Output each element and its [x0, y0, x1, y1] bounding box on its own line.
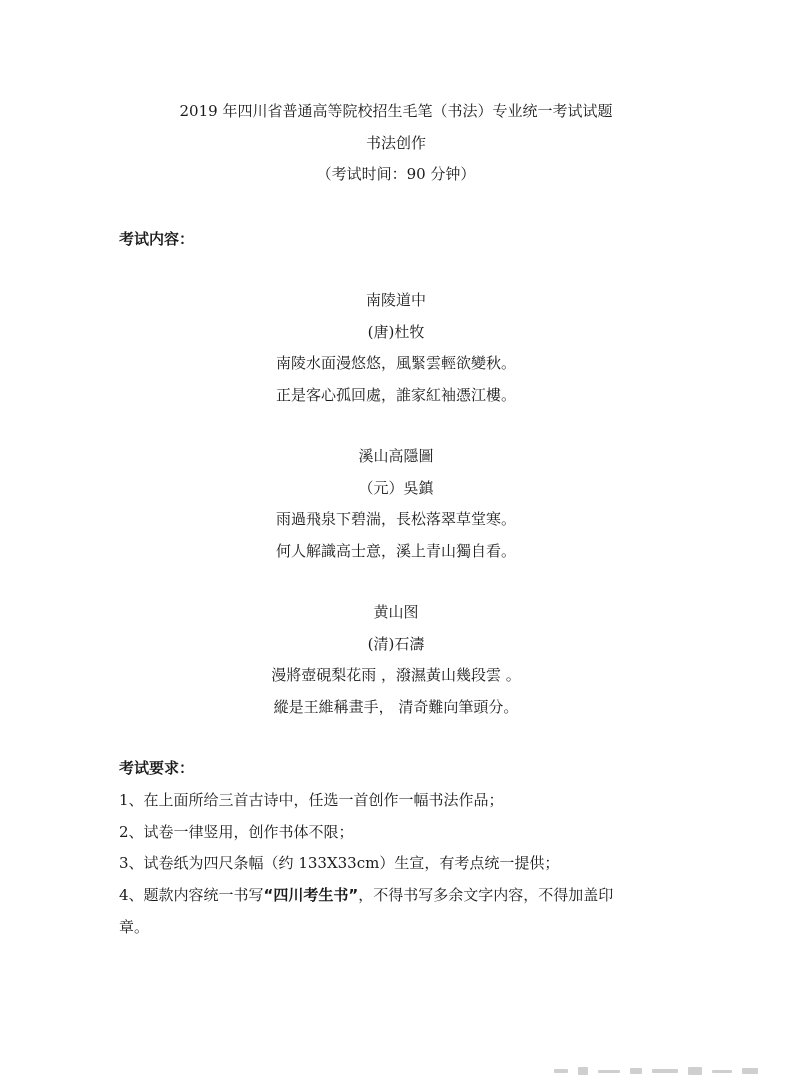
content-heading: 考试内容： [119, 230, 195, 248]
poem-line: 漫將壺硯梨花雨 ，潑濕黃山幾段雲 。 [271, 666, 521, 684]
requirement-4-emphasis: 四川考生书 [273, 886, 349, 904]
poem-title: 南陵道中 [365, 291, 426, 309]
poem-line: 縱是王維稱畫手， 清奇難向筆頭分。 [273, 698, 519, 716]
exam-title: 2019 年四川省普通高等院校招生毛笔（书法）专业统一考试试题 [179, 102, 613, 120]
requirement-item: 3、试卷纸为四尺条幅（约 133X33cm）生宣，有考点统一提供； [119, 854, 560, 872]
poem-line: 雨過飛泉下碧湍，長松落翠草堂寒。 [275, 510, 516, 528]
requirements-heading: 考试要求： [119, 759, 195, 777]
watermark-graphic [554, 1064, 764, 1078]
requirement-4-quote-close: ” [348, 886, 359, 904]
requirement-4-continuation: 章。 [119, 918, 150, 936]
requirement-item: 2、试卷一律竖用，创作书体不限； [119, 823, 354, 841]
exam-subtitle: 书法创作 [365, 134, 426, 152]
poem-author: (清)石濤 [367, 635, 425, 653]
poem-title: 黄山图 [373, 603, 419, 621]
poem-author: (唐)杜牧 [367, 323, 425, 341]
poem-line: 正是客心孤回處，誰家紅袖憑江樓。 [275, 386, 516, 404]
requirement-item: 1、在上面所给三首古诗中，任选一首创作一幅书法作品； [119, 791, 504, 809]
exam-duration: （考试时间：90 分钟） [316, 165, 476, 183]
requirement-item-4 [119, 884, 613, 905]
poem-line: 何人解識高士意，溪上青山獨自看。 [275, 542, 516, 560]
poem-line: 南陵水面漫悠悠，風緊雲輕欲變秋。 [275, 354, 516, 372]
poem-author: （元）吳鎮 [358, 479, 434, 497]
requirement-4-prefix: 4、题款内容统一书写 [119, 886, 264, 904]
requirement-4-quote-open: “ [263, 886, 274, 904]
poem-title: 溪山高隱圖 [358, 447, 434, 465]
requirement-4-suffix: ，不得书写多余文字内容，不得加盖印 [358, 886, 614, 904]
